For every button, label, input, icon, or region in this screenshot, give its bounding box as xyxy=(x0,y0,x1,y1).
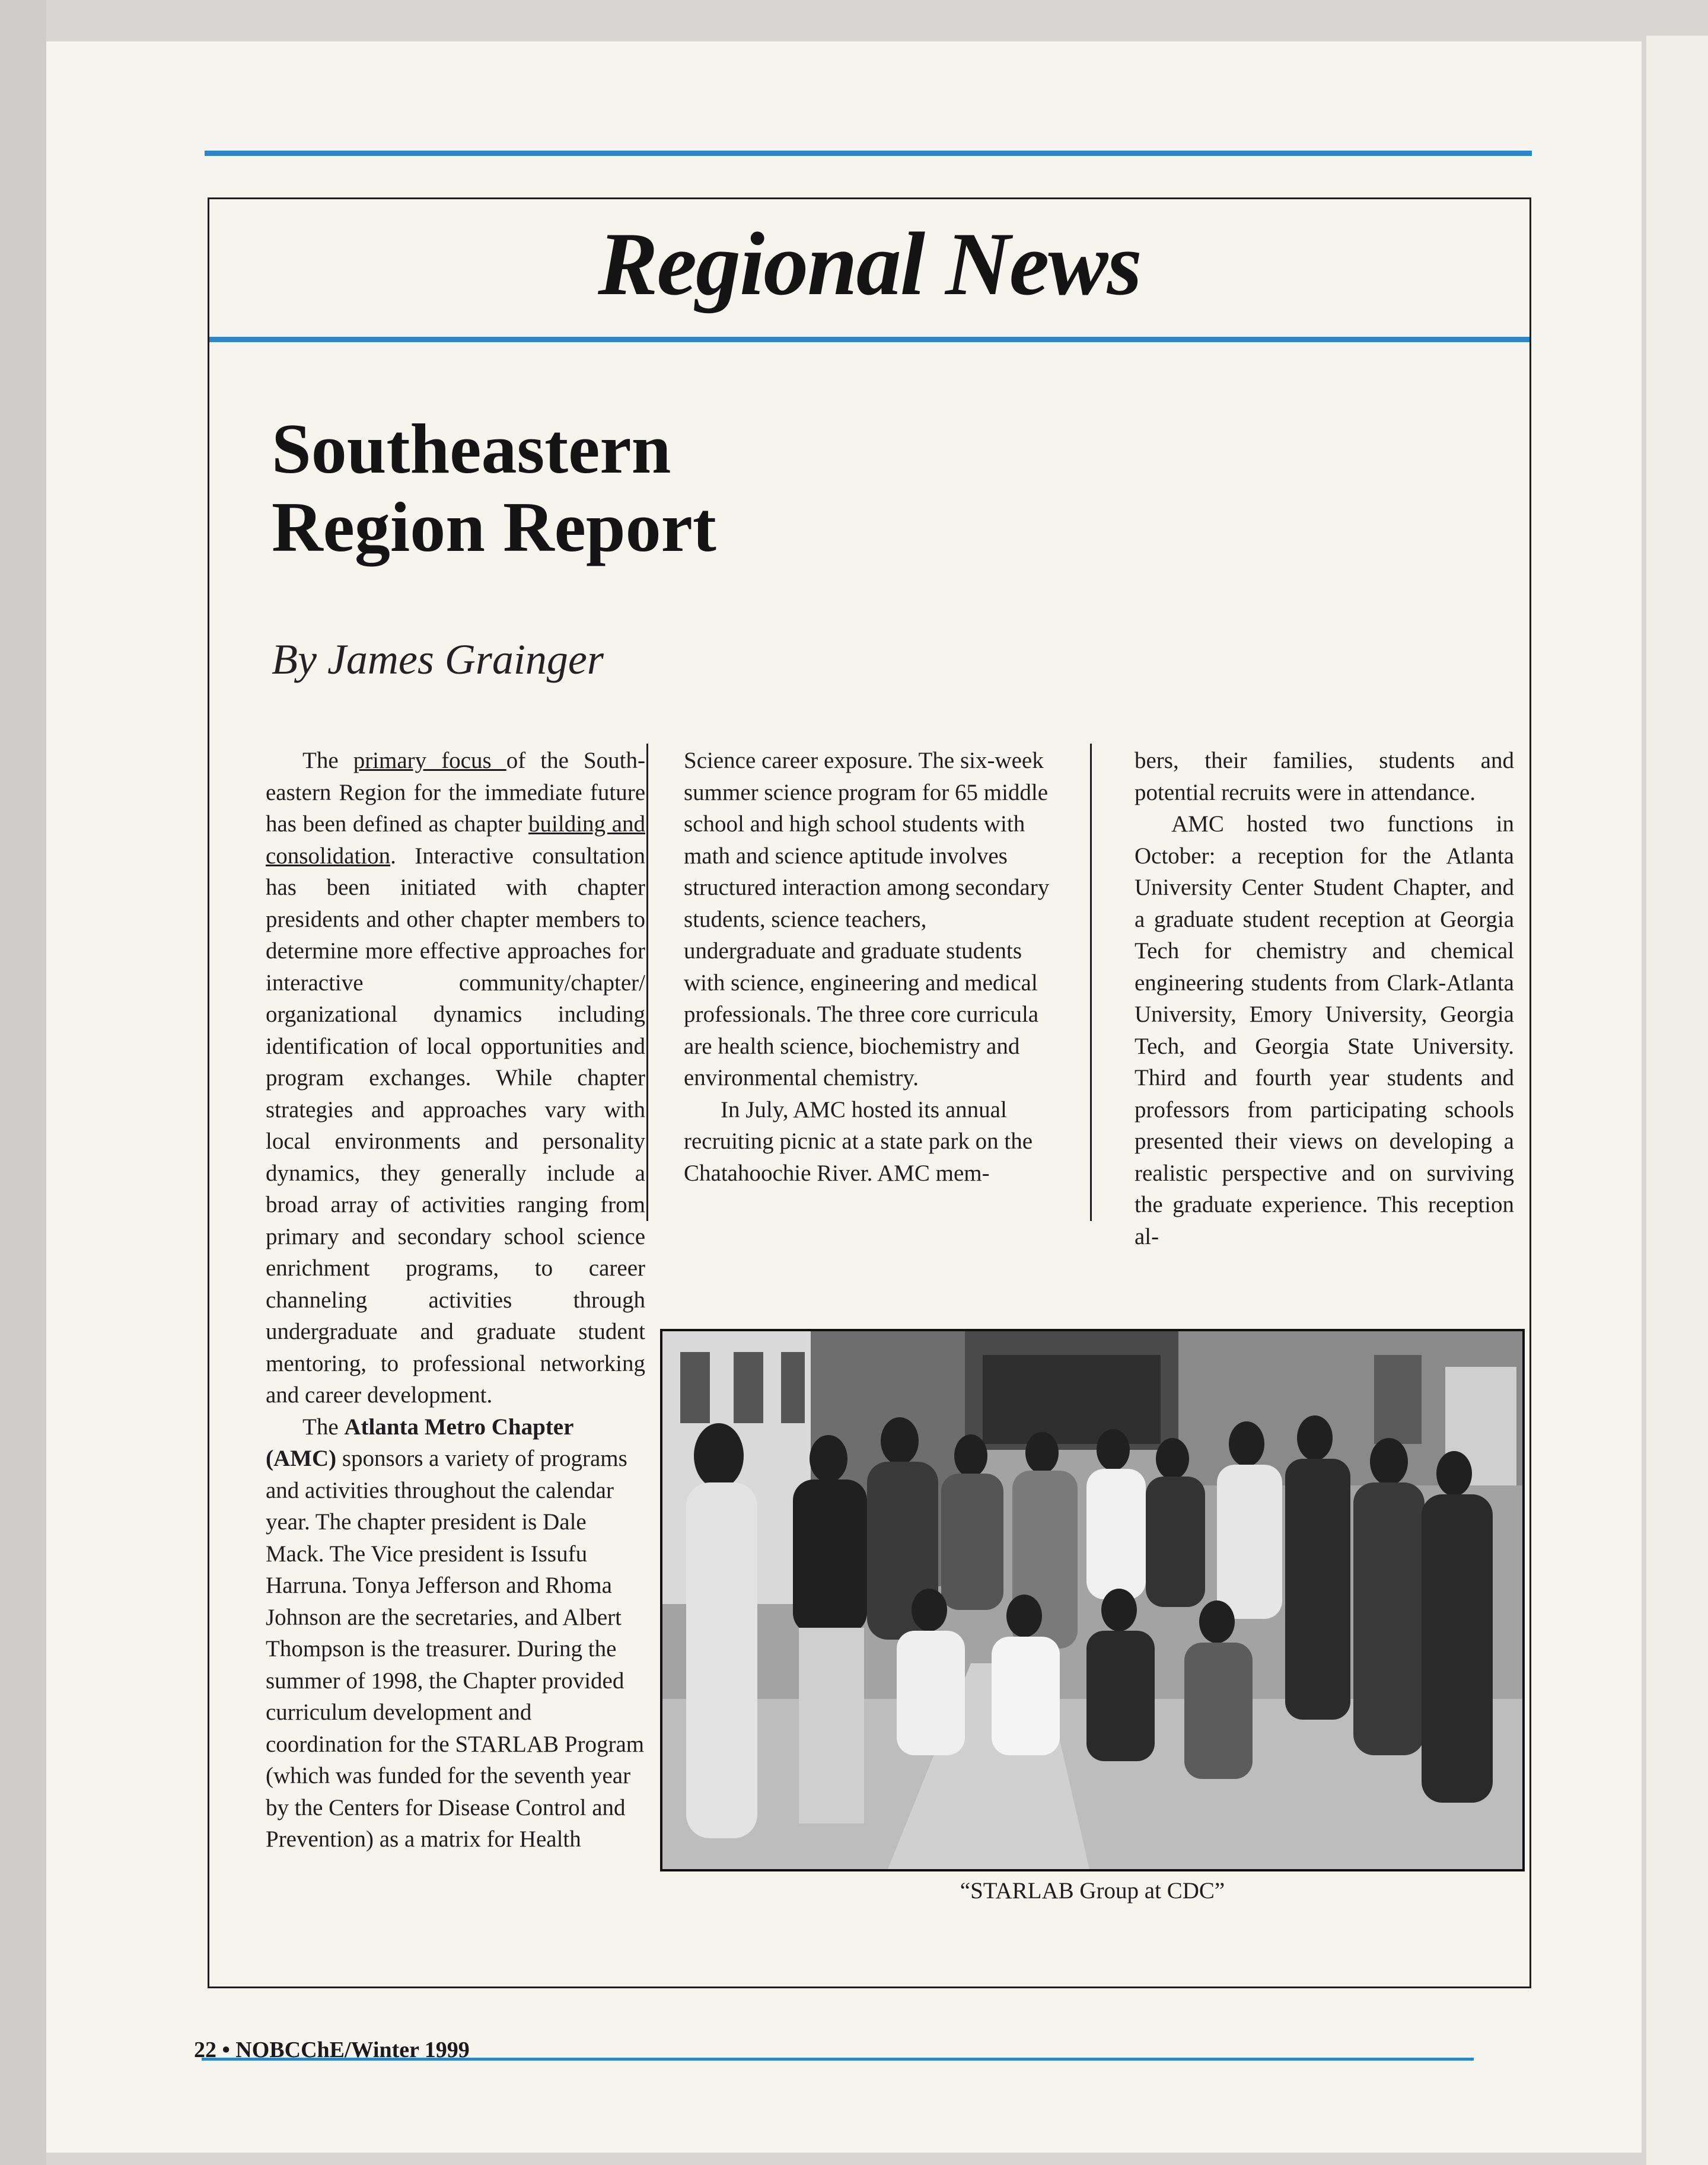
column-3-paragraph-1: bers, their families, students and potential recruits were in attendance. xyxy=(1135,748,1514,805)
title-blue-rule xyxy=(209,337,1529,342)
article-frame xyxy=(208,197,1531,1988)
text-run: The xyxy=(302,748,353,773)
scan-background-left xyxy=(0,0,46,2165)
section-title: Regional News xyxy=(598,214,1141,314)
photo-caption: “STARLAB Group at CDC” xyxy=(960,1878,1225,1903)
underlined-phrase-building: building and consolidation xyxy=(266,811,645,869)
page-footer: 22 • NOBCChE/Winter 1999 xyxy=(194,2038,470,2062)
article-byline: By James Grainger xyxy=(272,636,604,683)
headline-line-2: Region Report xyxy=(272,487,716,566)
column-3-paragraph-2: AMC hosted two functions in October: a reception for the Atlanta University Center Student Chapter, and a graduate student reception at Georgia Tech for chemistry and chemical engineering students from Clark-Atlanta University, Emory University, Georgia Tech, and Georgia State University. Third and fourth year students and professors from participating schools presented their views on developing a realistic perspective and on surviving the graduate experience. This reception al- xyxy=(1135,811,1514,1249)
text-run: of the South-eastern Region for the immediate future has been defined as chapter xyxy=(266,748,645,837)
article-column-3 xyxy=(1135,745,1514,1252)
group-photo-image xyxy=(662,1331,1522,1869)
column-divider-1 xyxy=(646,744,648,1221)
text-run: The xyxy=(302,1414,345,1440)
column-1-paragraph-2 xyxy=(266,1411,645,1855)
top-blue-rule xyxy=(205,151,1532,156)
article-column-2 xyxy=(684,745,1051,1189)
column-2-paragraph-1: Science career exposure. The six-week summer science program for 65 middle school and high school students with math and science aptitude involves structured interaction among secondary students, science teachers, undergraduate and graduate students with science, engineering and medical professionals. The three core curricula are health science, biochemistry and environmental chemistry. xyxy=(684,748,1050,1091)
adjacent-page-edge xyxy=(1646,36,1708,2165)
text-run: . Interactive consultation has been initiated with chapter presidents and other chapter members to determine more effective approaches for interactive community/chapter/ organizational dynamics including identification of local opportunities and program exchanges. While chapter strategies and approaches vary with local environments and personality dynamics, they generally include a broad array of activities ranging from primary and secondary school science enrichment programs, to career channeling activities through undergraduate and graduate student mentoring, to professional networking and career development. xyxy=(266,843,645,1408)
headline-line-1: Southeastern xyxy=(272,409,671,488)
article-headline xyxy=(272,410,716,566)
column-divider-2 xyxy=(1090,744,1092,1221)
column-2-paragraph-2: In July, AMC hosted its annual recruiting picnic at a state park on the Chatahoochie River. AMC mem- xyxy=(684,1096,1033,1186)
chapter-name-bold: Atlanta Metro Chapter (AMC) xyxy=(266,1414,573,1471)
column-1-paragraph-1 xyxy=(266,745,645,1411)
text-run: sponsors a variety of programs and activities throughout the calendar year. The chapter president is Dale Mack. The Vice president is Issufu Harruna. Tonya Jefferson and Rhoma Johnson are the secretaries, and Albert Thompson is the treasurer. During the summer of 1998, the Chapter provided curriculum development and coordination for the STARLAB Program (which was funded for the seventh year by the Centers for Disease Control and Prevention) as a matrix for Health xyxy=(266,1446,645,1852)
underlined-phrase-primary-focus: primary focus xyxy=(353,748,506,773)
article-column-1 xyxy=(266,745,645,1855)
group-photo xyxy=(660,1329,1525,1871)
